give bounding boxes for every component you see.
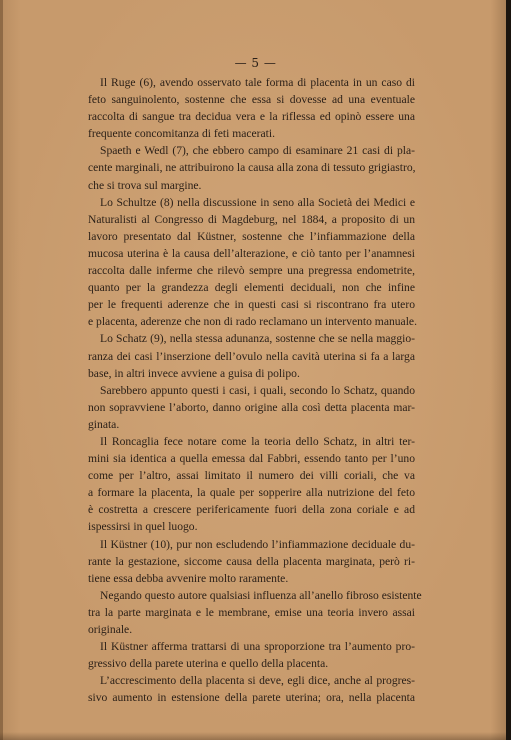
text-line: originale. [88,623,133,636]
text-line: Lo Schatz (9), nella stessa adunanza, sostenne che se nella maggio- [100,332,415,346]
text-line: Sarebbero appunto questi i casi, i quali, secondo lo Schatz, quando [100,383,415,397]
text-line: feto sanguinolento, sostenne che essa si dovesse ad una eventuale [88,93,415,107]
text-line: raccolta dalle inferme che rilevò sempre una pregressa endometrite, [88,264,415,278]
text-line: per le frequenti aderenze che in questi casi si riscontrano fra utero [88,298,415,312]
text-line: Naturalisti al Congresso di Magdeburg, nel 1884, a proposito di un [88,212,415,226]
text-line: Spaeth e Wedl (7), che ebbero campo di esaminare 21 casi di pla- [100,144,415,158]
page-number: — 5 — [234,56,277,70]
paragraph [88,536,415,587]
text-line: Il Küstner afferma trattarsi di una sproporzione tra l’aumento pro- [100,640,415,654]
paragraph [88,194,415,331]
page-bottom-shadow [0,732,511,740]
text-line: come per l’altro, assai limitato il numero dei villi coriali, che va [88,469,415,483]
text-line: rante la gestazione, siccome causa della placenta marginata, però ri- [88,554,415,568]
text-line: non sopravviene l’aborto, danno origine alla così detta placenta mar- [88,400,415,414]
text-line: frequente concomitanza di feti macerati. [88,127,276,141]
body-text [88,74,422,706]
text-line: Lo Schultze (8) nella discussione in seno alla Società dei Medici e [100,195,415,209]
text-line: quanto per la grandezza degli elementi deciduali, non che infine [88,281,415,295]
text-line: L’accrescimento della placenta si deve, egli dice, anche al progres- [100,674,415,688]
text-line: cente marginali, ne attribuirono la causa alla zona di tessuto grigiastro, [88,161,416,175]
page-left-edge [0,0,3,740]
text-line: Il Roncaglia fece notare come la teoria dello Schatz, in altri ter- [100,434,415,448]
text-line: ranza dei casi l’inserzione dell’ovulo nella cavità uterina si fa a larga [88,349,415,363]
paragraph [88,74,415,142]
text-line: tra la parte marginata e le membrane, emise una teoria invero assai [88,605,415,619]
paragraph [88,638,415,672]
text-line: base, in altri invece avviene a guisa di polipo. [88,366,300,380]
text-line: mini sia identica a quella emessa dal Fabbri, essendo tanto per l’uno [88,452,415,466]
text-line: lavoro presentato dal Küstner, sostenne che l’infiammazione della [88,229,415,243]
text-line: ispessirsi in quel luogo. [88,520,198,534]
text-line: Negando questo autore qualsiasi influenza all’anello fibroso esistente [100,588,422,602]
text-line: sivo aumento in estensione della parete uterina; ora, nella placenta [88,691,415,705]
text-line: ginata. [88,417,120,431]
paragraph [88,433,415,536]
text-line: che si trova sul margine. [88,178,202,192]
paragraph [88,587,422,638]
paragraph [88,330,415,381]
text-line: raccolta di sangue tra decidua vera e la riflessa ed opinò essere una [88,110,415,124]
text-line: a formare la placenta, la quale per sopperire alla nutrizione del feto [88,486,415,500]
paragraph [88,382,415,433]
page-right-edge [506,0,511,740]
text-line: è costretta a crescere perifericamente fuori della zona coriale e ad [88,503,415,517]
text-line: gressivo della parete uterina e quello della placenta. [88,657,329,671]
text-line: tiene essa debba avvenire molto raramente. [88,571,289,585]
paragraph [88,142,415,193]
text-line: Il Küstner (10), pur non escludendo l’infiammazione deciduale du- [100,537,415,551]
text-line: e placenta, aderenze che non di rado reclamano un intervento manuale. [88,315,417,329]
paragraph [88,672,415,706]
text-line: mucosa uterina è la causa dell’alterazione, e ciò tanto per l’anamnesi [88,246,415,260]
text-line: Il Ruge (6), avendo osservato tale forma di placenta in un caso di [100,76,415,89]
